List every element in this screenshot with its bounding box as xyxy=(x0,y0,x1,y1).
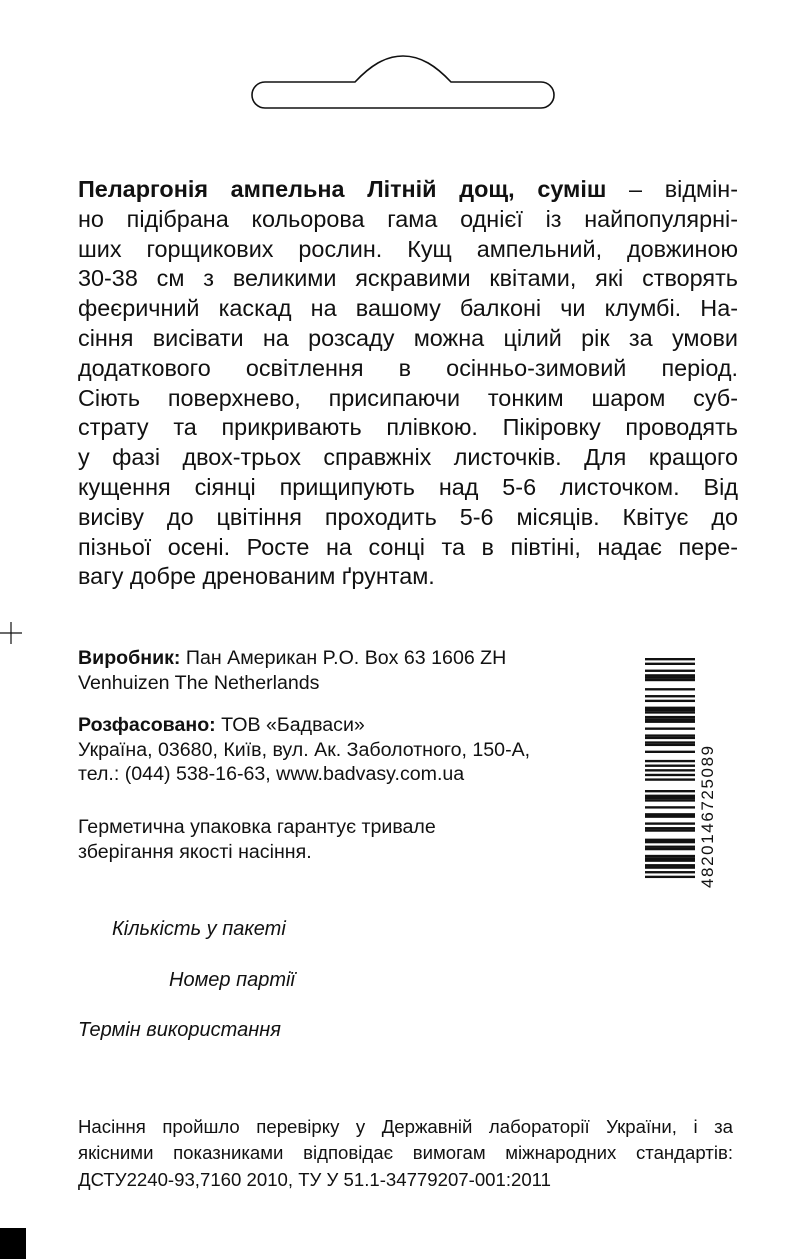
barcode-bar xyxy=(645,806,695,808)
barcode-digits: 4820146725089 xyxy=(698,744,717,888)
barcode-bar xyxy=(645,815,695,817)
barcode-bar xyxy=(645,778,695,780)
description-line: пізньої осені. Росте на сонці та в півтіні, надає пере- xyxy=(78,533,738,560)
barcode-bar xyxy=(645,866,695,868)
barcode-bar xyxy=(645,760,695,762)
packer-company: ТОВ «Бадваси» xyxy=(215,714,365,736)
barcode-bar xyxy=(645,688,695,690)
barcode-bar xyxy=(645,670,695,672)
hang-tab-cutout xyxy=(245,54,561,114)
storage-note: Герметична упаковка гарантує тривале зберігання якості насіння. xyxy=(78,816,436,863)
producer-info xyxy=(78,646,638,695)
barcode-bar xyxy=(645,769,695,771)
barcode-bar xyxy=(645,695,695,697)
description-line: у фазі двох-трьох справжніх листочків. Для кращого xyxy=(78,444,738,471)
barcode-bar xyxy=(645,679,695,681)
description-line: вагу добре дренованим ґрунтам. xyxy=(78,563,435,590)
description-line: Сіють поверхнево, присипаючи тонким шаром суб- xyxy=(78,384,738,411)
description-line: додаткового освітлення в осінньо-зимовий період. xyxy=(78,354,738,381)
barcode-bar xyxy=(645,663,695,665)
barcode-bar xyxy=(645,700,695,702)
barcode-bar xyxy=(645,799,695,801)
expiry-field-label: Термін використання xyxy=(78,1019,281,1041)
producer-address: Пан Американ P.O. Box 63 1606 ZH xyxy=(180,647,507,669)
packer-address: Україна, 03680, Київ, вул. Ак. Заболотного, 150-А, xyxy=(78,738,531,761)
product-description xyxy=(78,175,738,592)
description-line: висіву до цвітіння проходить 5-6 місяців. Квітує до xyxy=(78,503,738,530)
barcode-bar xyxy=(645,864,695,866)
certification-text: Насіння пройшло перевірку у Державній лабораторії України, і за якісними показниками відповідає вимогам міжнародних стандартів: ДСТУ2240-93,7160 2010, ТУ У 51.1-34779207-001:2011 xyxy=(78,1116,733,1190)
barcode-bar xyxy=(645,795,695,797)
product-title: Пеларгонія ампельна Літній дощ, суміш xyxy=(78,176,607,202)
barcode-bar xyxy=(645,841,695,843)
barcode-bar xyxy=(645,765,695,767)
barcode-bar xyxy=(645,876,695,878)
description-line: сіння висівати на розсаду можна цілий рік за умови xyxy=(78,324,738,351)
description-line: но підібрана кольорова гама однієї із найпопулярні- xyxy=(78,205,738,232)
barcode-bar xyxy=(645,727,695,729)
barcode-bar xyxy=(645,855,695,857)
barcode-bar xyxy=(645,871,695,873)
description-line: Пеларгонія ампельна Літній дощ, суміш – відмін- xyxy=(78,176,739,202)
barcode-bar xyxy=(645,827,695,829)
quantity-field-label: Кількість у пакеті xyxy=(112,918,286,940)
barcode-bar xyxy=(645,859,695,861)
barcode-bar xyxy=(645,744,695,746)
barcode-bar xyxy=(645,822,695,824)
packer-label: Розфасовано: xyxy=(78,714,216,736)
barcode-bar xyxy=(645,846,695,848)
barcode-bar xyxy=(645,709,695,711)
barcode-bar xyxy=(645,674,695,676)
barcode-bar xyxy=(645,718,695,720)
description-line: 30-38 см з великими яскравими квітами, які створять xyxy=(78,265,738,292)
barcode-bar xyxy=(645,857,695,859)
barcode-bar xyxy=(645,797,695,799)
description-line: кущення сіянці прищипують над 5-6 листочком. Від xyxy=(78,473,738,500)
barcode-bar xyxy=(645,716,695,718)
description-line: ших горщикових рослин. Кущ ампельний, довжиною xyxy=(78,235,738,262)
producer-label: Виробник: xyxy=(78,647,181,669)
barcode-bar xyxy=(645,813,695,815)
description-line: страту та прикривають плівкою. Пікіровку проводять xyxy=(78,414,738,441)
barcode-bar xyxy=(645,751,695,753)
batch-field-label: Номер партії xyxy=(169,969,295,991)
barcode-bar xyxy=(645,707,695,709)
registration-mark xyxy=(0,1228,26,1259)
barcode-bar xyxy=(645,839,695,841)
barcode-bar xyxy=(645,711,695,713)
description-line: феєричний каскад на вашому балконі чи клумбі. На- xyxy=(78,295,738,322)
packer-contacts: тел.: (044) 538-16-63, www.badvasy.com.ua xyxy=(78,763,465,785)
barcode-bar xyxy=(645,774,695,776)
barcode-bar xyxy=(645,734,695,736)
barcode-bar xyxy=(645,658,695,660)
barcode-bars xyxy=(645,658,695,878)
producer-address-line: Venhuizen The Netherlands xyxy=(78,671,320,694)
barcode-bar xyxy=(645,721,695,723)
barcode-bar xyxy=(645,677,695,679)
barcode xyxy=(641,646,719,888)
barcode-bar xyxy=(645,829,695,831)
barcode-bar xyxy=(645,737,695,739)
barcode-bar xyxy=(645,848,695,850)
barcode-bar xyxy=(645,790,695,792)
crop-mark-icon xyxy=(0,622,22,644)
barcode-bar xyxy=(645,741,695,743)
packer-info xyxy=(78,713,638,787)
